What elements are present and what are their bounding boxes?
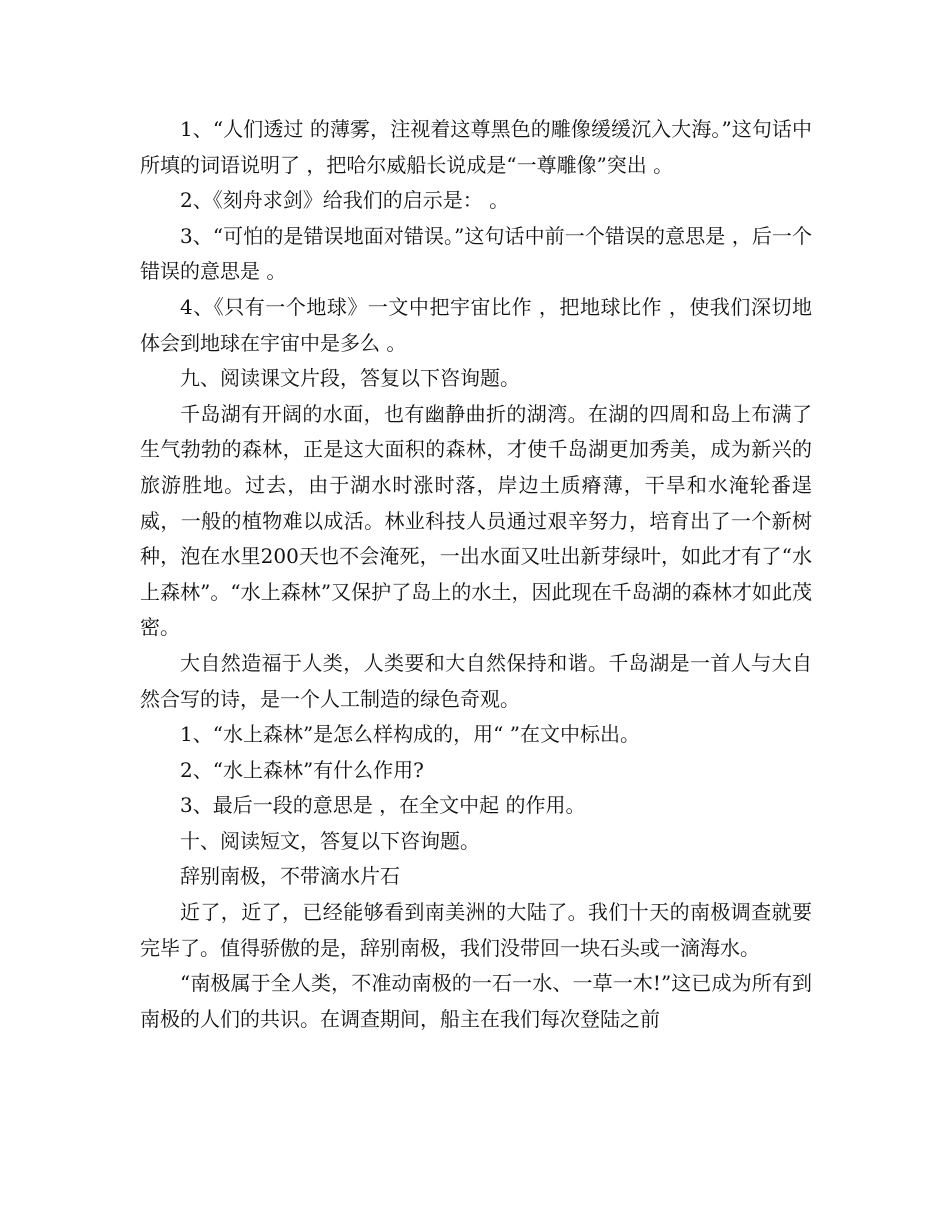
document-page: [140, 112, 812, 1037]
article-paragraph-2: “南极属于全人类，不准动南极的一石一水、一草一木!”这已成为所有到南极的人们的共识。在调查期间，船主在我们每次登陆之前: [140, 971, 812, 1031]
question-1-fill-blank: 1、“人们透过 的薄雾，注视着这尊黑色的雕像缓缓沉入大海。”这句话中所填的词语说明了 ，把哈尔威船长说成是“一尊雕像”突出 。: [140, 117, 812, 177]
section-9-heading: 九、阅读课文片段，答复以下咨询题。: [180, 366, 520, 391]
question-2-fill-blank: 2、《刻舟求剑》给我们的启示是： 。: [180, 188, 510, 213]
section-9-question-1: 1、“水上森林”是怎么样构成的，用“ ”在文中标出。: [180, 722, 640, 747]
article-title: 辞别南极，不带滴水片石: [180, 864, 400, 889]
article-paragraph-1: 近了，近了，已经能够看到南美洲的大陆了。我们十天的南极调查就要完毕了。值得骄傲的是，辞别南极，我们没带回一块石头或一滴海水。: [140, 900, 812, 960]
section-9-question-2: 2、“水上森林”有什么作用?: [180, 757, 424, 782]
question-3-fill-blank: 3、“可怕的是错误地面对错误。”这句话中前一个错误的意思是 ，后一个错误的意思是 。: [140, 223, 812, 284]
passage-paragraph-2: 大自然造福于人类，人类要和大自然保持和谐。千岛湖是一首人与大自然合写的诗，是一个人工制造的绿色奇观。: [140, 650, 812, 711]
question-4-fill-blank: 4、《只有一个地球》一文中把宇宙比作 ，把地球比作 ，使我们深切地体会到地球在宇宙中是多么 。: [140, 294, 812, 355]
section-10-heading: 十、阅读短文，答复以下咨询题。: [180, 828, 480, 853]
passage-paragraph-1: 千岛湖有开阔的水面，也有幽静曲折的湖湾。在湖的四周和岛上布满了生气勃勃的森林，正是这大面积的森林，才使千岛湖更加秀美，成为新兴的旅游胜地。过去，由于湖水时涨时落，岸边土质瘠薄，干旱和水淹轮番逞威，一般的植物难以成活。林业科技人员通过艰辛努力，培育出了一个新树种，泡在水里200天也不会淹死，一出水面又吐出新芽绿叶，如此才有了“水上森林”。“水上森林”又保护了岛上的水土，因此现在千岛湖的森林才如此茂密。: [140, 401, 812, 640]
section-9-question-3: 3、最后一段的意思是 ，在全文中起 的作用。: [180, 793, 586, 818]
